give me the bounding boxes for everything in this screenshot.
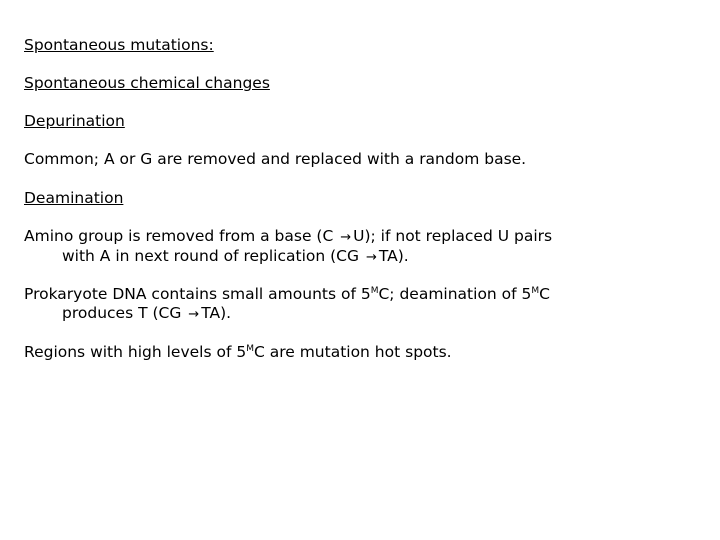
text-segment: produces T (CG: [62, 304, 182, 322]
deamination-paragraph-1-line-2: [24, 246, 409, 268]
depurination-text: Common; A or G are removed and replaced with a random base.: [24, 150, 527, 168]
superscript: M: [246, 344, 254, 354]
deamination-paragraph-3: [24, 342, 452, 362]
superscript: M: [531, 286, 540, 296]
text-segment: C are mutation hot spots.: [253, 343, 452, 361]
arrow-icon: →: [188, 307, 200, 322]
text-segment: Regions with high levels of 5: [24, 343, 247, 361]
text-segment: U); if not replaced U pairs: [353, 227, 553, 245]
heading-spontaneous-chemical-changes: Spontaneous chemical changes: [24, 74, 270, 92]
text-segment: TA).: [201, 304, 232, 322]
text-segment: Prokaryote DNA contains small amounts of 5: [24, 285, 371, 303]
text-segment: C: [539, 285, 550, 303]
deamination-paragraph-2-line-1: [24, 284, 550, 304]
heading-deamination: Deamination: [24, 189, 124, 207]
deamination-paragraph-2-line-2: [24, 303, 231, 325]
arrow-icon: →: [365, 250, 377, 265]
deamination-paragraph-1-line-1: [24, 226, 552, 248]
arrow-icon: →: [340, 230, 352, 245]
heading-spontaneous-mutations: Spontaneous mutations:: [24, 36, 214, 54]
text-segment: TA).: [378, 247, 409, 265]
heading-depurination: Depurination: [24, 112, 125, 130]
text-segment: with A in next round of replication (CG: [62, 247, 359, 265]
text-segment: C; deamination of 5: [378, 285, 532, 303]
superscript: M: [370, 286, 379, 296]
text-segment: Amino group is removed from a base (C: [24, 227, 334, 245]
